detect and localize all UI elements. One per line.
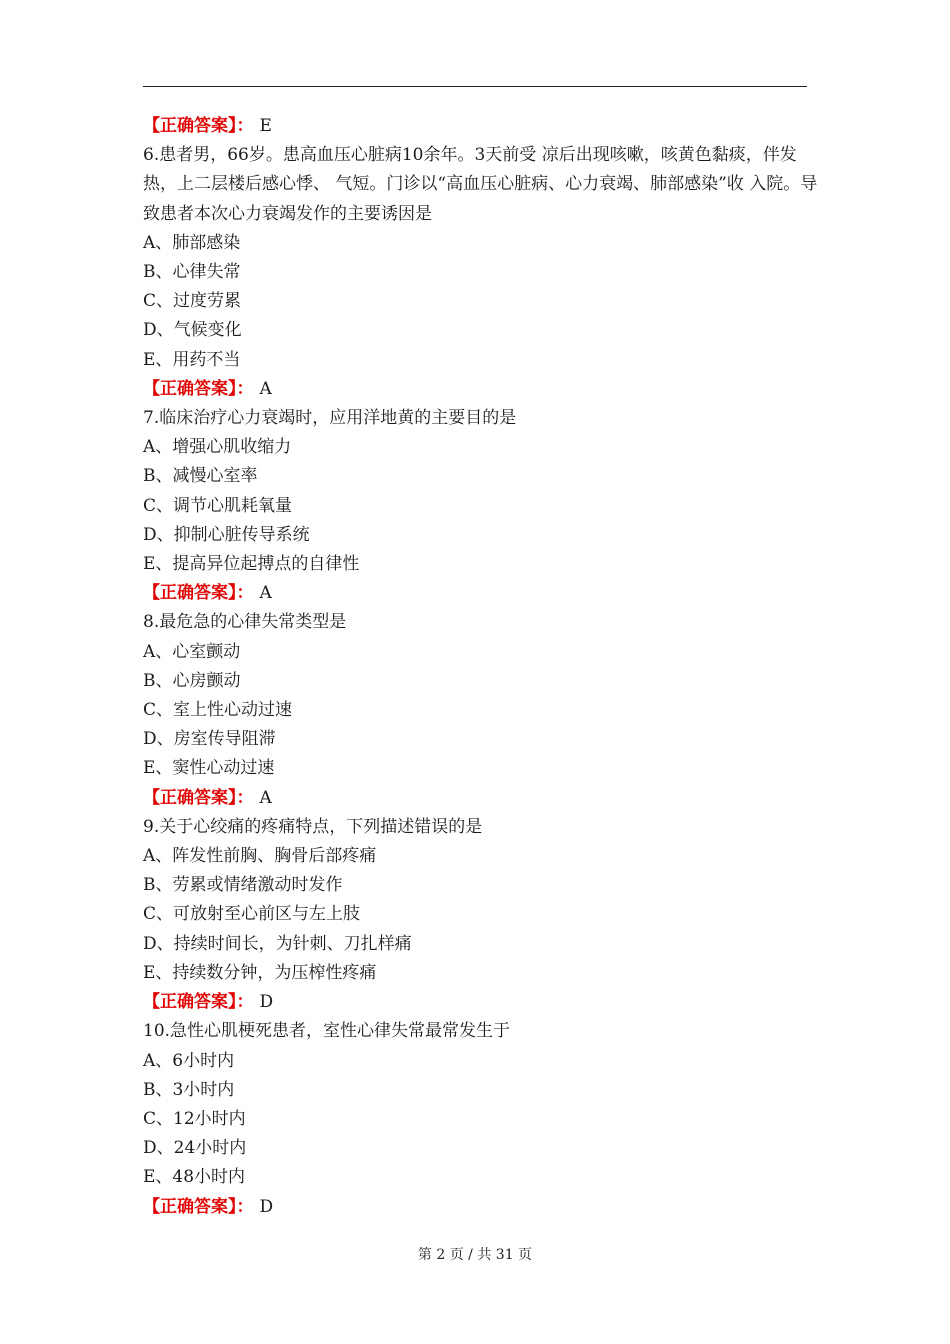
option: D、房室传导阻滞 — [143, 729, 276, 750]
option: A、阵发性前胸、胸骨后部疼痛 — [143, 846, 377, 867]
answer-value: D — [259, 992, 274, 1013]
option: D、持续时间长，为针刺、刀扎样痛 — [143, 933, 412, 954]
option: B、减慢心室率 — [143, 466, 258, 487]
answer-line — [143, 1193, 823, 1222]
page-footer: 第 2 页 / 共 31 页 — [417, 1247, 533, 1263]
answer-label: 【正确答案】 — [143, 116, 237, 136]
question-stem: 7.临床治疗心力衰竭时，应用洋地黄的主要目的是 — [143, 408, 517, 429]
answer-colon: ： — [236, 787, 254, 808]
answer-line — [143, 375, 823, 404]
option: B、3小时内 — [143, 1079, 235, 1100]
option: E、提高异位起搏点的自律性 — [143, 554, 360, 575]
option: B、心律失常 — [143, 262, 241, 283]
option: C、可放射至心前区与左上肢 — [143, 904, 361, 925]
answer-value: D — [259, 1196, 274, 1217]
answer-value: A — [259, 787, 272, 808]
option: E、持续数分钟，为压榨性疼痛 — [143, 962, 377, 983]
option: A、心室颤动 — [143, 641, 241, 662]
answer-colon: ： — [236, 1196, 254, 1217]
option: A、增强心肌收缩力 — [143, 437, 292, 458]
answer-line — [143, 988, 823, 1017]
answer-colon: ： — [236, 116, 254, 136]
question-stem: 10.急性心肌梗死患者，室性心律失常最常发生于 — [143, 1021, 511, 1042]
answer-line — [143, 579, 823, 608]
option: E、用药不当 — [143, 349, 241, 370]
option: A、肺部感染 — [143, 232, 241, 253]
option: D、气候变化 — [143, 320, 242, 341]
answer-line — [143, 784, 823, 813]
question-list — [143, 112, 823, 1222]
question-stem: 9.关于心绞痛的疼痛特点，下列描述错误的是 — [143, 816, 483, 837]
option: B、劳累或情绪激动时发作 — [143, 875, 343, 896]
answer-value: A — [259, 378, 272, 399]
answer-label: 【正确答案】 — [143, 378, 237, 399]
question-stem: 6.患者男，66岁。患高血压心脏病10余年。3天前受 凉后出现咳嗽，咳黄色黏痰，伴发热，上二层楼后感心悸、 气短。门诊以“高血压心脏病、心力衰竭、肺部感染”收 入院。导致患者本次心力衰竭发作的主要诱因是 — [143, 145, 818, 224]
answer-value: A — [259, 583, 272, 604]
answer-line — [143, 112, 823, 141]
answer-colon: ： — [236, 378, 254, 399]
option: C、调节心肌耗氧量 — [143, 495, 293, 516]
option: E、48小时内 — [143, 1167, 246, 1188]
answer-value: E — [259, 116, 272, 136]
option: C、室上性心动过速 — [143, 700, 293, 721]
header-rule — [143, 86, 807, 87]
option: C、12小时内 — [143, 1108, 246, 1129]
option: E、窦性心动过速 — [143, 758, 275, 779]
option: A、6小时内 — [143, 1050, 235, 1071]
answer-label: 【正确答案】 — [143, 992, 237, 1013]
answer-colon: ： — [236, 992, 254, 1013]
question-stem: 8.最危急的心律失常类型是 — [143, 612, 347, 633]
option: B、心房颤动 — [143, 670, 241, 691]
answer-label: 【正确答案】 — [143, 787, 237, 808]
option: D、24小时内 — [143, 1138, 247, 1159]
answer-label: 【正确答案】 — [143, 1196, 237, 1217]
answer-colon: ： — [236, 583, 254, 604]
option: D、抑制心脏传导系统 — [143, 524, 310, 545]
option: C、过度劳累 — [143, 291, 242, 312]
answer-label: 【正确答案】 — [143, 583, 237, 604]
